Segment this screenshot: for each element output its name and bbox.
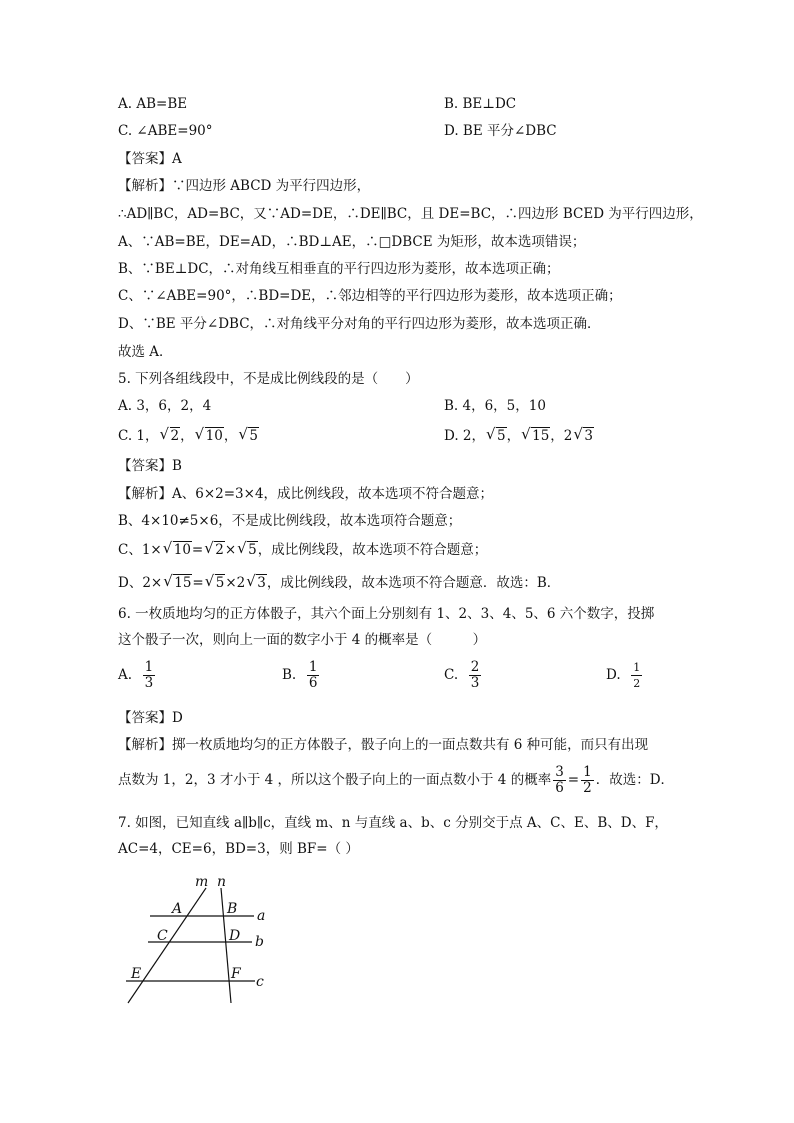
sqrt-symbol: √ 5 [238,540,258,560]
sqrt-symbol: √ 5 [206,573,226,593]
q4-analysis-line: ∴AD∥BC，AD=BC，又∵AD=DE，∴DE∥BC，且 DE=BC，∴四边形 BCED 为平行四边形， [118,206,703,222]
q6-option-a: A. $\frac{1}{3}$ [118,659,154,691]
q5-answer: 【答案】B [118,458,182,474]
q6-stem-line: 这个骰子一次，则向上一面的数字小于 4 的概率是（ ） [118,632,487,648]
q5-analysis-line: D、2×√ 15=√ 5×2√ 3，成比例线段，故本选项不符合题意．故选：B． [118,573,560,593]
q7-stem-line: AC=4，CE=6，BD=3，则 BF=（ ） [118,841,359,857]
q5-option-a: A. 3，6，2，4 [118,398,212,414]
sqrt-symbol: √ 2 [161,426,181,446]
sqrt-symbol: √ 2 [205,540,225,560]
label-point-a: A [172,901,183,917]
line-n [221,888,231,1003]
q4-option-b: B. BE⊥DC [444,96,517,112]
q4-analysis-line: D、∵BE 平分∠DBC，∴对角线平分对角的平行四边形为菱形，故本选项正确． [118,316,601,332]
label-point-c: C [157,928,168,944]
label-point-f: F [231,966,241,982]
sqrt-symbol: √ 15 [164,573,192,593]
label-point-e: E [131,966,142,982]
q4-option-a: A. AB=BE [118,96,188,112]
q5-optc-prefix: C. 1， [118,428,159,444]
q5-stem: 5. 下列各组线段中，不是成比例线段的是（ ） [118,371,419,387]
q4-analysis-line: B、∵BE⊥DC，∴对角线互相垂直的平行四边形为菱形，故本选项正确； [118,261,560,277]
q4-option-c: C. ∠ABE=90° [118,123,213,139]
q5-analysis-line: C、1×√ 10=√ 2×√ 5，成比例线段，故本选项不符合题意； [118,540,487,560]
label-m: m [195,874,209,890]
label-point-d: D [229,928,241,944]
q6-option-b: B. $\frac{1}{6}$ [282,659,318,691]
label-point-b: B [227,901,238,917]
sqrt-symbol: √ 3 [247,573,267,593]
q4-answer: 【答案】A [118,151,182,167]
q4-analysis-line: 【解析】∵四边形 ABCD 为平行四边形， [118,178,371,194]
q6-option-d: D. $\frac{1}{2}$ [606,661,641,690]
sqrt-symbol: √ 3 [574,426,594,446]
sqrt-symbol: √ 10 [196,426,224,446]
sqrt-symbol: √ 10 [164,540,192,560]
label-n: n [217,874,227,890]
q5-option-c: C. 1，√ 2，√ 10，√ 5 [118,426,259,446]
sqrt-symbol: √ 5 [239,426,259,446]
q6-analysis-line: 点数为 1，2，3 才小于 4 ，所以这个骰子向上的一面点数小于 4 的概率 $\frac{3}{6}$ = $\frac{1}{2}$ ．故选：D． [118,764,675,796]
q6-analysis-line: 【解析】掷一枚质地均匀的正方体骰子，骰子向上的一面点数共有 6 种可能，而只有出现 [118,737,649,753]
label-a: a [257,908,266,924]
q4-analysis-line: A、∵AB=BE，DE=AD，∴BD⊥AE，∴□DBCE 为矩形，故本选项错误； [118,234,586,250]
q6-option-c: C. $\frac{2}{3}$ [444,659,480,691]
label-b: b [255,934,264,950]
label-c: c [256,974,264,990]
q5-analysis-line: 【解析】A、6×2=3×4，成比例线段，故本选项不符合题意； [118,486,494,502]
sqrt-symbol: √ 15 [522,426,550,446]
q5-analysis-line: B、4×10≠5×6，不是成比例线段，故本选项符合题意； [118,513,462,529]
q6-stem-line: 6. 一枚质地均匀的正方体骰子，其六个面上分别刻有 1、2、3、4、5、6 六个数字，投掷 [118,606,655,622]
q5-option-d: D. 2，√ 5，√ 15，2√ 3 [444,426,594,446]
q5-option-b: B. 4，6，5，10 [444,398,546,414]
sqrt-symbol: √ 5 [487,426,507,446]
q7-stem-line: 7. 如图，已知直线 a∥b∥c，直线 m、n 与直线 a、b、c 分别交于点 A、C、E、B、D、F， [118,815,668,831]
q4-option-d: D. BE 平分∠DBC [444,123,557,139]
q4-analysis-line: C、∵∠ABE=90°，∴BD=DE，∴邻边相等的平行四边形为菱形，故本选项正确； [118,288,622,304]
q6-answer: 【答案】D [118,710,183,726]
q4-conclusion: 故选 A． [118,344,173,360]
q5-optd-prefix: D. 2， [444,428,486,444]
line-m [128,888,206,1003]
